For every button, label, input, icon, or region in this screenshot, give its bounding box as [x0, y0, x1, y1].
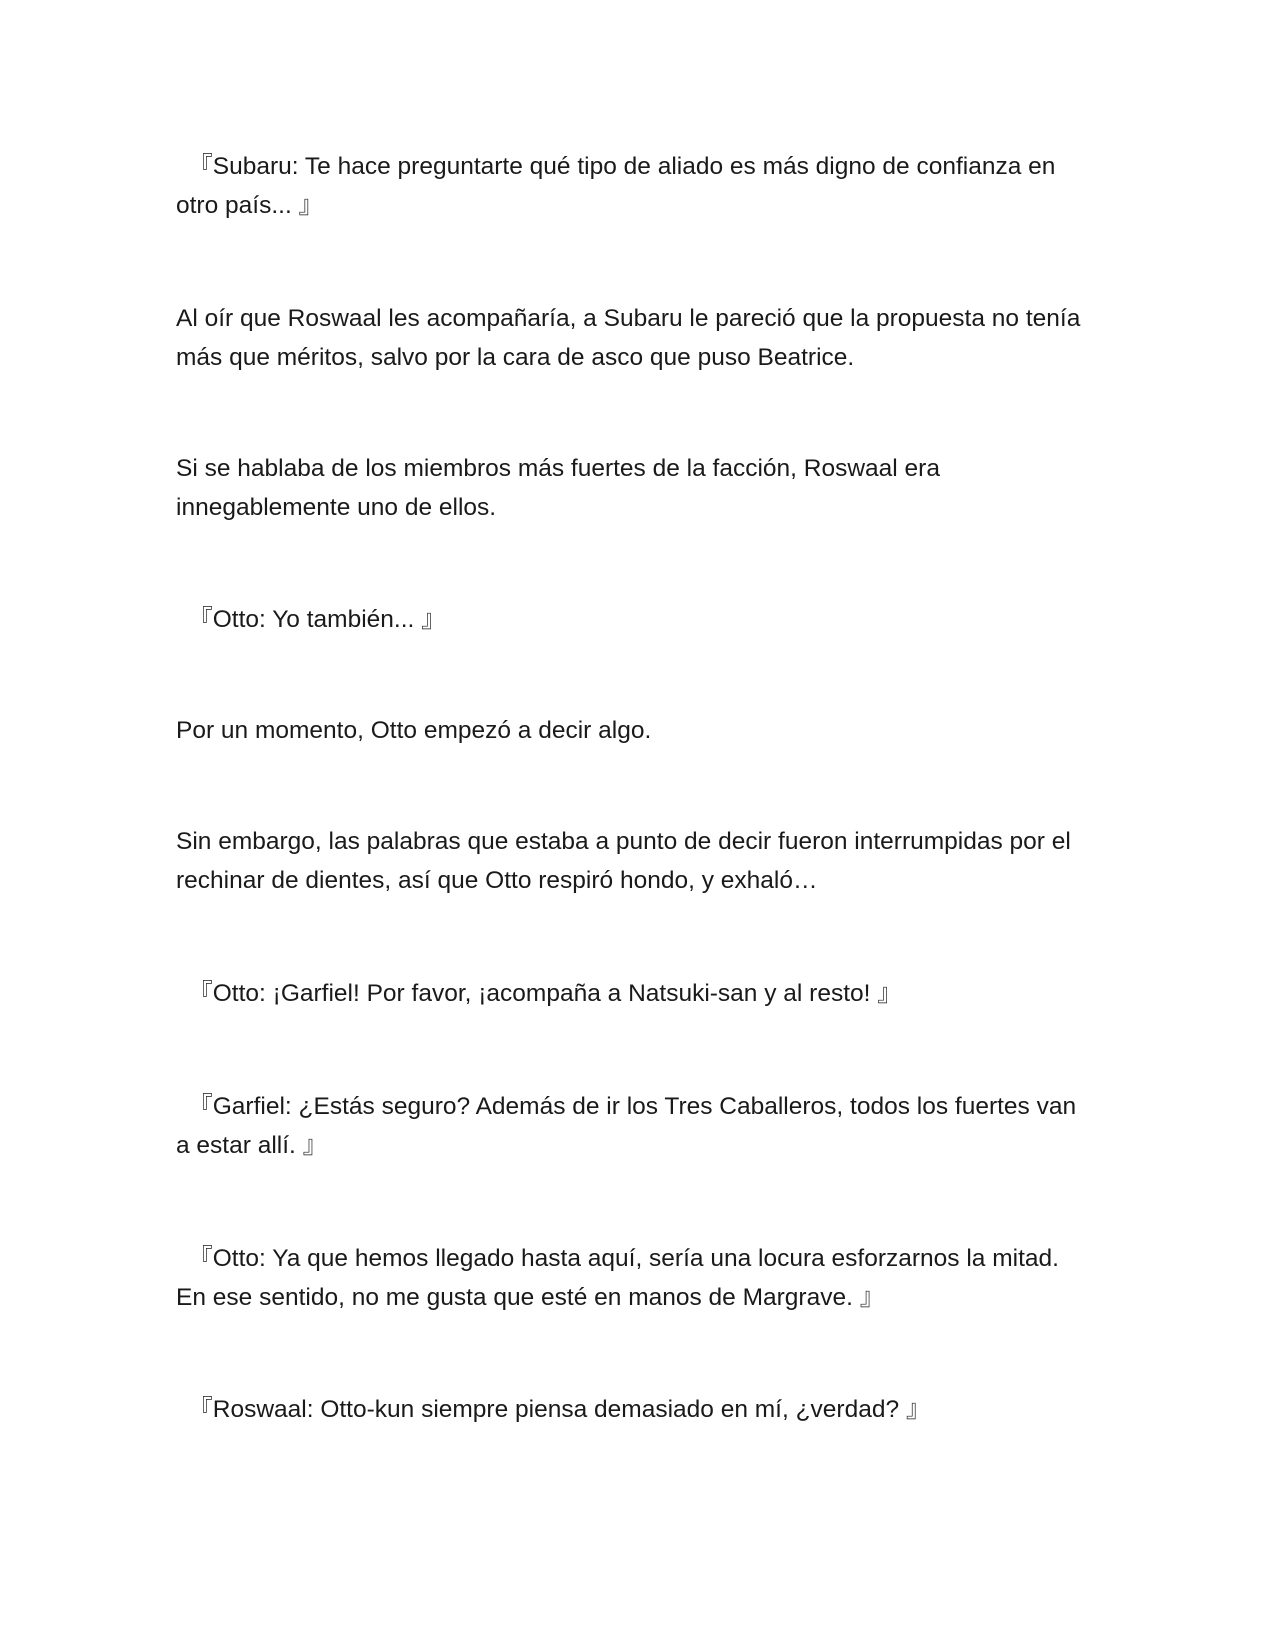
- narration-paragraph: Al oír que Roswaal les acompañaría, a Subaru le pareció que la propuesta no tenía más que méritos, salvo por la cara de asco que puso Beatrice.: [176, 305, 1081, 371]
- narration-paragraph: Sin embargo, las palabras que estaba a punto de decir fueron interrumpidas por el rechinar de dientes, así que Otto respiró hondo, y exhaló…: [176, 828, 1071, 894]
- dialogue-line-otto: 『Otto: Ya que hemos llegado hasta aquí, sería una locura esforzarnos la mitad. En ese sentido, no me gusta que esté en manos de Margrave. 』: [176, 1245, 1059, 1311]
- narration-paragraph: Si se hablaba de los miembros más fuertes de la facción, Roswaal era innegablemente uno de ellos.: [176, 455, 940, 521]
- dialogue-line-otto: 『Otto: ¡Garfiel! Por favor, ¡acompaña a Natsuki-san y al resto! 』: [176, 980, 902, 1007]
- dialogue-line-otto: 『Otto: Yo también... 』: [176, 606, 446, 633]
- dialogue-line-subaru: 『Subaru: Te hace preguntarte qué tipo de aliado es más digno de confianza en otro país... 』: [176, 153, 1056, 219]
- dialogue-line-roswaal: 『Roswaal: Otto-kun siempre piensa demasiado en mí, ¿verdad? 』: [176, 1396, 931, 1423]
- narration-paragraph: Por un momento, Otto empezó a decir algo.: [176, 717, 652, 744]
- dialogue-line-garfiel: 『Garfiel: ¿Estás seguro? Además de ir los Tres Caballeros, todos los fuertes van a estar allí. 』: [176, 1093, 1077, 1159]
